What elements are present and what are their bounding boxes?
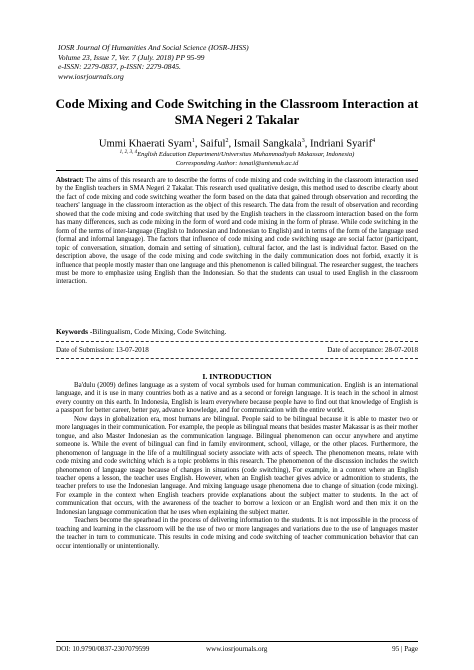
submission-date: Date of Submission: 13-07-2018 [56, 346, 149, 354]
author-name: Saiful [200, 138, 226, 150]
affiliation: English Education Department/Universitas Muhammadiyah Makassar, Indonesia) [137, 151, 355, 159]
author-superscript: 4 [372, 138, 376, 144]
author-name: Ismail Sangkala [233, 138, 302, 150]
divider [56, 170, 418, 171]
journal-volume: Volume 23, Issue 7, Ver. 7 (July. 2018) PP 95-99 [58, 52, 205, 62]
footer-url[interactable]: www.iosrjournals.org [206, 645, 268, 653]
keywords-label: Keywords - [56, 327, 93, 336]
keywords-text: Bilingualism, Code Mixing, Code Switching. [92, 327, 227, 336]
affiliation-block [40, 149, 434, 168]
author-name: Ummi Khaerati Syam [98, 138, 192, 150]
author-superscript: 1 [191, 138, 195, 144]
journal-url[interactable]: www.iosrjournals.org [58, 71, 124, 81]
introduction-body [56, 382, 418, 551]
footer-doi[interactable]: DOI: 10.9790/0837-2307079599 [56, 645, 150, 653]
paper-title: Code Mixing and Code Switching in the Classroom Interaction at SMA Negeri 2 Takalar [55, 96, 419, 127]
divider [56, 358, 418, 359]
abstract [56, 177, 418, 287]
paragraph: Ba'dulu (2009) defines language as a system of vocal symbols used for human communication. English is an international language, and it is use in many countries both as a native and as a second or foreign language. It is teach in the school in almost every country on this earth. In Indonesia, English is learn everywhere because people have to find out that knowledge of English is a passport for better career, better pay, advance knowledge, and for communication with the entire world. [56, 382, 418, 415]
page-number: 95 | Page [392, 645, 418, 653]
abstract-label: Abstract: [56, 177, 84, 184]
paragraph: Now days in globalization era, most humans are bilingual. People said to be bilingual because it is able to master two or more languages in their communication. For example, the people as bilingual means that besides master Makassar is as their mother tongue, and also Master Indonesian as the communication language. Bilingual phenomenon can occur anywhere and anytime someone is. While the event of bilingual can find in family environment, school, village, or the other places. Furthermore, the phenomenon of language in the life of a multilingual society associate with acts of speech. The phenomenon means, relate with code mixing and code switching which is a topic problems in this research. The phenomenon of the discussion includes the switch phenomenon of language usage because of changes in situations (code switching), For example, in a context where an English teacher opens a lesson, the teacher uses English. However, when an English teacher gives advice or admonition to students, the teacher prefers to use the Indonesian language. And mixing language usage phenomena due to change of situation (code mixing). For example in the context when English teachers provide explanations about the subject matter to students. In the act of communication that occurs, with the awareness of the teacher to borrow a lexicon or an English word and then mix it on the Indonesian language communication that he uses when explaining the subject matter. [56, 415, 418, 516]
footer-divider [56, 641, 418, 642]
author-superscript: 2 [225, 138, 229, 144]
abstract-text: The aims of this research are to describe the forms of code mixing and code switching in the classroom interaction used by the English teachers in SMA Negeri 2 Takalar. This research used qualitative design, this method used to describe clearly about the fact of code mixing and code switching weather the form based on the data that gained through observation and recording the teachers' language in the classroom interaction as the object of this research. The data from the result of observation and recording showed that the code mixing and code switching that used by the English teachers in the classroom interaction based on the form has many differences, such as code mixing in the form of word and code mixing in the form of phrase. While code switching in the form of the terms of inter-language (English to Indonesian and Indonesian to English) and in terms of the form of the language used (formal and informal language). The factors that influence of code mixing and code switching usage are social factor (participant, topic of conversation, situation, domain and setting of situation), cultural factor, and the last is individual factor. Based on the description above, the usage of the code mixing and code switching in the daily communication does not forbid, exactly it is influence that people mostly master than one language and this phenomenon is called bilingual. The researcher suggest, the teachers must be more to emphasize using English than the Indonesian. So that the students can usual to used English in the classroom interaction. [56, 177, 418, 286]
section-heading: I. INTRODUCTION [202, 372, 272, 381]
journal-header [58, 43, 418, 81]
acceptance-date: Date of acceptance: 28-07-2018 [327, 346, 418, 354]
author-superscript: 3 [301, 138, 305, 144]
author-list: Ummi Khaerati Syam$^1$, Saiful$^2$, Ismail Sangkala$^3$, Indriani Syarif$^4$ [98, 138, 376, 150]
keywords [56, 327, 418, 336]
divider [56, 341, 418, 342]
journal-name: IOSR Journal Of Humanities And Social Science (IOSR-JHSS) [58, 43, 249, 52]
affiliation-superscript: 1, 2, 3, 4 [119, 150, 138, 155]
author-name: Indriani Syarif [310, 138, 373, 150]
corresponding-author: Corresponding Author: ismail@unismuh.ac.id [175, 159, 299, 167]
journal-issn: e-ISSN: 2279-0837, p-ISSN: 2279-0845. [58, 62, 181, 72]
paragraph: Teachers become the spearhead in the process of delivering information to the students. It is not impossible in the process of teaching and learning in the classroom will be the use of two or more languages and variations due to the use of languages master the teacher in turn to communicate. This results in code mixing and code switching of teacher communication behavior that can occur intentionally or unintentionally. [56, 517, 418, 550]
